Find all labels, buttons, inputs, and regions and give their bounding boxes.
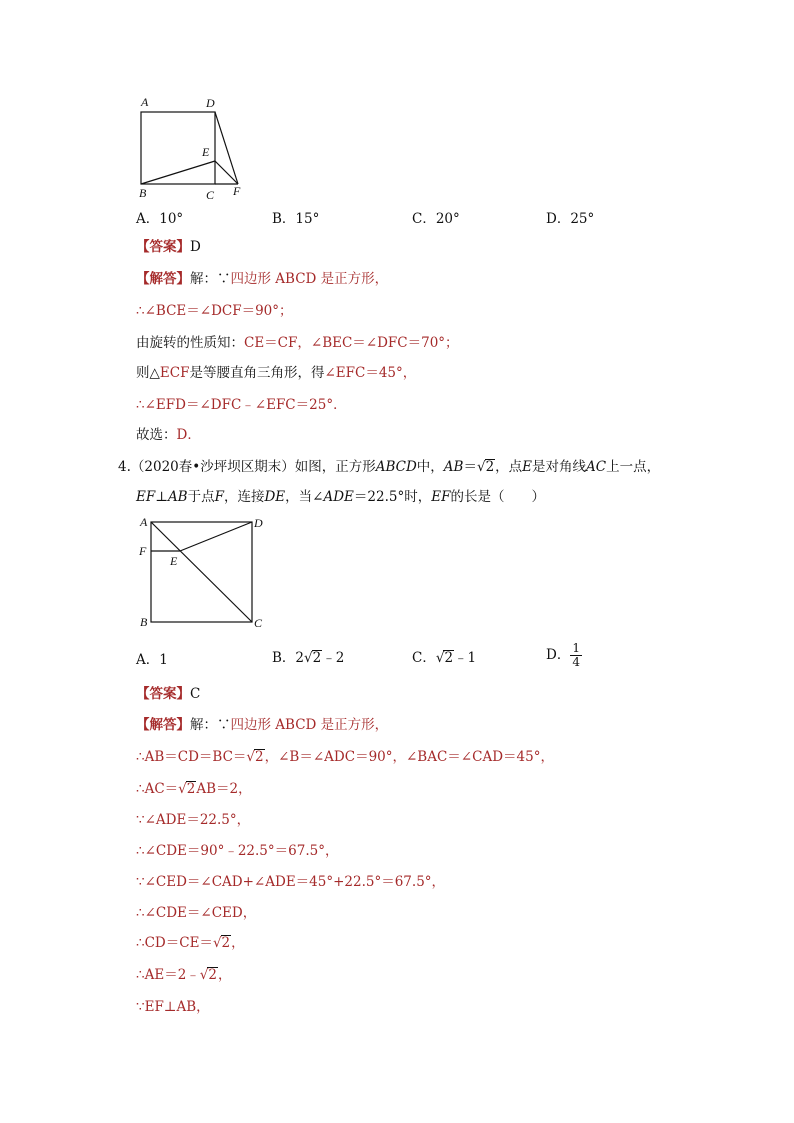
stem-text: 的长是（ ） — [450, 489, 545, 505]
solution-text: ， — [218, 967, 232, 983]
stem-text: AB — [167, 489, 188, 505]
answer-value: D — [190, 239, 201, 255]
label-b: B — [140, 615, 148, 629]
solution-text: 四边形 ABCD 是正方形， — [230, 271, 389, 287]
solution-text: ，∠B＝∠ADC＝90°，∠BAC＝∠CAD＝45°， — [264, 749, 554, 765]
stem-text: E — [522, 459, 533, 475]
q4-solution-line-4: ∵∠ADE＝22.5°， — [136, 812, 251, 828]
answer-tag: 【答案】 — [136, 686, 190, 702]
q4-solution-line-3: ∴AC＝√2AB＝2， — [136, 781, 252, 797]
stem-text: EF — [431, 489, 451, 505]
label-c: C — [206, 188, 215, 202]
label-b: B — [139, 186, 147, 200]
sqrt-radicand: 2 — [208, 967, 217, 983]
q3-option-b: B．15° — [272, 211, 320, 227]
sqrt-radicand: 2 — [221, 935, 231, 951]
option-text: ﹣2 — [322, 650, 345, 666]
q4-answer — [136, 685, 200, 703]
solution-text: 四边形 ABCD 是正方形， — [230, 717, 389, 733]
question-number: 4. — [118, 459, 131, 475]
q4-solution-line-6: ∵∠CED＝∠CAD+∠ADE＝45°+22.5°＝67.5°， — [136, 874, 446, 890]
label-e: E — [170, 554, 178, 568]
stem-text: ADE — [323, 489, 354, 505]
stem-text: ，连接 — [223, 489, 265, 505]
solution-text: D． — [176, 427, 201, 443]
q3-solution-line-5: ∴∠EFD＝∠DFC﹣∠EFC＝25°． — [136, 397, 347, 413]
stem-text: 中， — [416, 459, 444, 475]
stem-text: ＝ — [463, 459, 477, 475]
stem-text: ，当∠ — [285, 489, 324, 505]
answer-value: C — [190, 686, 201, 702]
solution-text: 是等腰直角三角形，得 — [189, 365, 325, 381]
sqrt-radicand: 2 — [186, 781, 196, 797]
stem-text: 于点 — [187, 489, 215, 505]
label-a: A — [140, 515, 148, 529]
option-text: D． — [546, 647, 571, 663]
solution-text: ∴CD＝CE＝ — [136, 935, 213, 951]
stem-text: ⊥ — [155, 489, 168, 505]
stem-text: ＝22.5°时， — [353, 489, 432, 505]
option-text: C． — [412, 650, 436, 666]
option-text: B．2 — [272, 650, 305, 666]
solution-text: ， — [231, 935, 245, 951]
q4-solution-line-5: ∴∠CDE＝90°﹣22.5°＝67.5°， — [136, 843, 339, 859]
label-d: D — [206, 96, 215, 110]
solution-text: ∴AE＝2﹣ — [136, 967, 200, 983]
q3-solution-line-1 — [136, 270, 388, 288]
stem-text: 如图，正方形 — [294, 459, 376, 475]
option-text: ﹣1 — [454, 650, 477, 666]
label-a: A — [141, 95, 149, 109]
stem-text: AC — [586, 459, 607, 475]
solution-text: 由旋转的性质知： — [136, 335, 244, 351]
solution-tag: 【解答】 — [136, 271, 190, 287]
q3-solution-line-6 — [136, 426, 201, 444]
label-f: F — [233, 184, 241, 198]
label-d: D — [254, 516, 263, 530]
segment-be — [141, 161, 215, 184]
q4-option-a: A．1 — [136, 652, 168, 668]
segment-de — [180, 522, 252, 551]
q3-solution-line-4 — [136, 364, 416, 382]
q4-solution-line-10: ∵EF⊥AB， — [136, 999, 210, 1015]
stem-text: 上一点， — [606, 459, 661, 475]
stem-text: ABCD — [375, 459, 417, 475]
figure-diagonal-svg — [134, 512, 274, 634]
solution-text: 则△ — [136, 365, 160, 381]
q4-option-d — [546, 642, 582, 669]
fraction — [570, 642, 582, 669]
q3-option-d: D．25° — [546, 211, 595, 227]
sqrt-radicand: 2 — [312, 650, 322, 666]
q3-option-c: C．20° — [412, 211, 460, 227]
q4-solution-line-2: ∴AB＝CD＝BC＝√2，∠B＝∠ADC＝90°，∠BAC＝∠CAD＝45°， — [136, 749, 554, 765]
fraction-numerator: 1 — [572, 641, 580, 655]
solution-prefix: 解：∵ — [190, 717, 231, 733]
solution-text: 故选： — [136, 427, 177, 443]
solution-text: ∴AC＝ — [136, 781, 179, 797]
stem-text: EF — [136, 489, 156, 505]
solution-text: ECF — [159, 365, 190, 381]
q3-answer — [136, 238, 201, 256]
q4-option-b: B．2√2﹣2 — [272, 650, 345, 666]
answer-tag: 【答案】 — [136, 239, 190, 255]
figure-rotation-square — [130, 92, 260, 202]
sqrt-radicand: 2 — [255, 749, 264, 765]
q4-solution-line-8: ∴CD＝CE＝√2， — [136, 935, 245, 951]
stem-text: DE — [264, 489, 286, 505]
q3-solution-line-2: ∴∠BCE＝∠DCF＝90°； — [136, 303, 293, 319]
q4-solution-line-1 — [136, 716, 388, 734]
figure-diagonal-square — [134, 512, 274, 634]
solution-text: AB＝2， — [196, 781, 252, 797]
fraction-denominator: 4 — [572, 655, 580, 669]
solution-prefix: 解：∵ — [190, 271, 231, 287]
solution-text: CE＝CF，∠BEC＝∠DFC＝70°； — [244, 335, 459, 351]
q4-stem-line-1: 4.（2020春•沙坪坝区期末）如图，正方形ABCD中，AB＝√2，点E是对角线AC上一点， — [118, 459, 661, 475]
q3-option-a: A．10° — [136, 211, 184, 227]
label-f: F — [139, 544, 147, 558]
sqrt-radicand: 2 — [444, 650, 454, 666]
q4-stem-line-2 — [136, 488, 545, 506]
q3-solution-line-3 — [136, 334, 459, 352]
stem-text: F — [214, 489, 224, 505]
q4-solution-line-9: ∴AE＝2﹣√2， — [136, 967, 232, 983]
sqrt-radicand: 2 — [485, 459, 495, 475]
stem-text: ，点 — [495, 459, 523, 475]
question-source: （2020春•沙坪坝区期末） — [130, 459, 295, 475]
solution-text: ∠EFC＝45°， — [324, 365, 417, 381]
stem-text: AB — [443, 459, 464, 475]
label-e: E — [202, 145, 210, 159]
diagonal-ac — [151, 522, 252, 622]
label-c: C — [254, 616, 263, 630]
solution-tag: 【解答】 — [136, 717, 190, 733]
stem-text: 是对角线 — [532, 459, 587, 475]
q4-option-c: C．√2﹣1 — [412, 650, 477, 666]
q4-solution-line-7: ∴∠CDE＝∠CED， — [136, 905, 257, 921]
solution-text: ∴AB＝CD＝BC＝ — [136, 749, 247, 765]
figure-rotation-svg — [130, 92, 260, 202]
